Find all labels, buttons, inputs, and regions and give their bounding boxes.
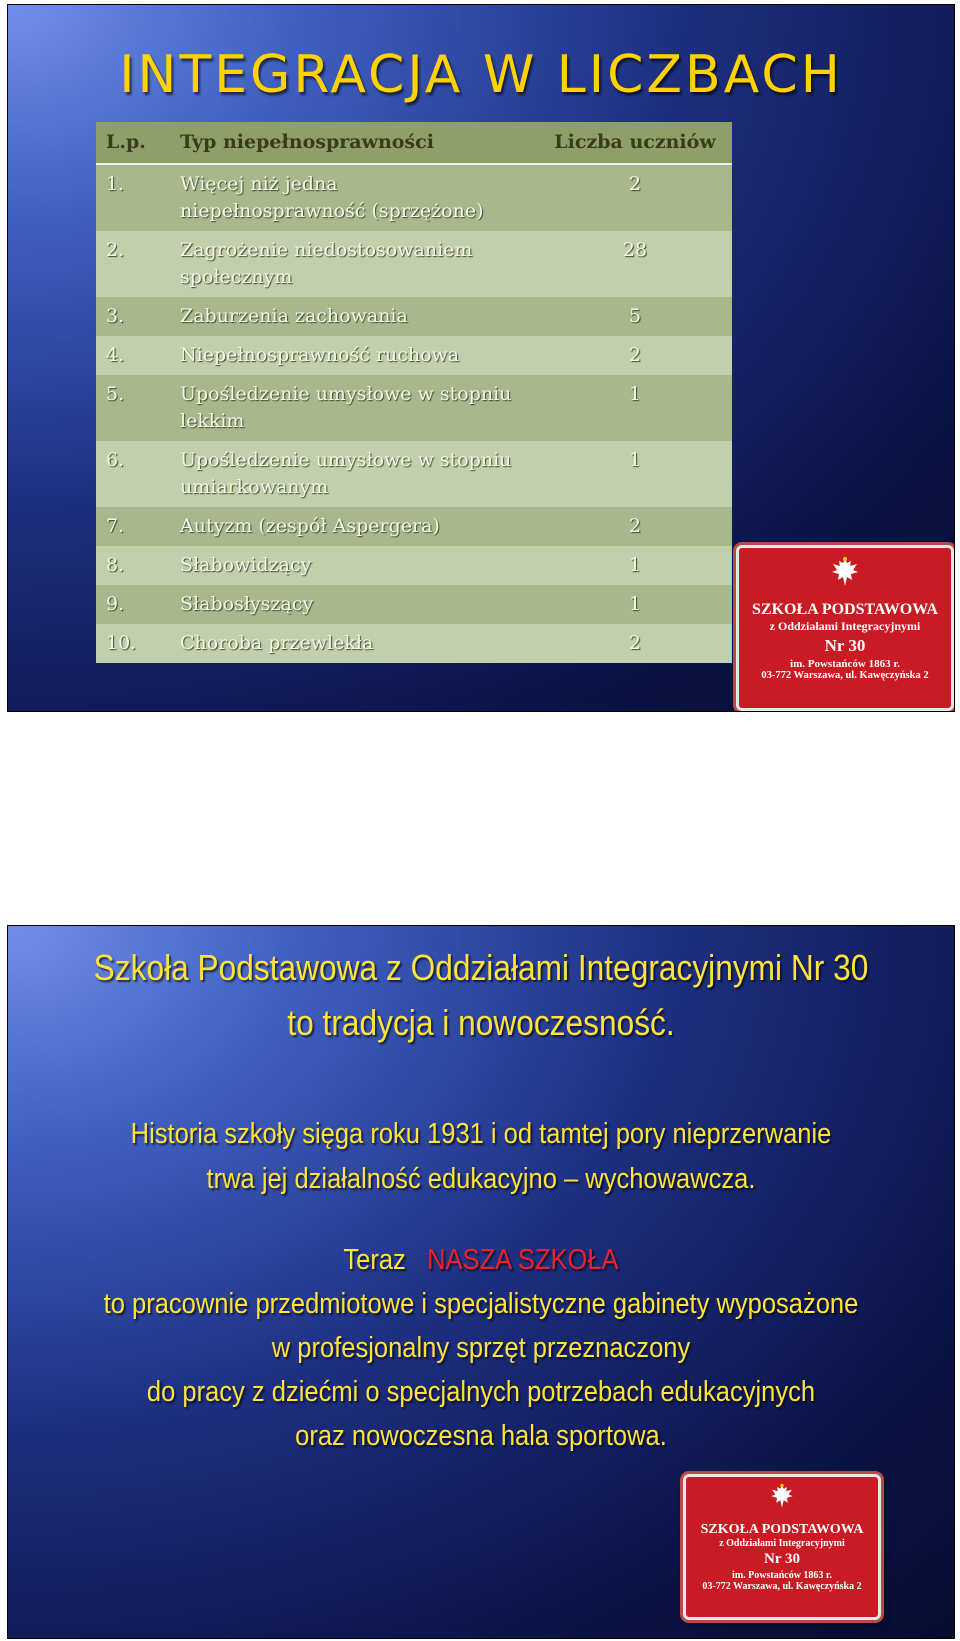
header-count: Liczba uczniów <box>536 122 732 164</box>
row-type: Upośledzenie umysłowe w stopniu umiarkowanym <box>170 441 536 507</box>
table-row <box>96 546 732 585</box>
now-paragraph <box>65 1238 897 1458</box>
table-row <box>96 336 732 375</box>
row-lp: 4. <box>96 336 170 375</box>
row-count: 2 <box>536 624 732 663</box>
sign-subtitle: z Oddziałami Integracyjnymi <box>719 1538 845 1549</box>
row-type: Słabosłyszący <box>170 585 536 624</box>
sign-address: 03-772 Warszawa, ul. Kawęczyńska 2 <box>702 1581 862 1592</box>
row-type: Choroba przewlekła <box>170 624 536 663</box>
row-type: Więcej niż jedna niepełnosprawność (sprzężone) <box>170 164 536 231</box>
sign-number: Nr 30 <box>824 636 866 655</box>
table-row <box>96 441 732 507</box>
row-count: 1 <box>536 441 732 507</box>
now-line: oraz nowoczesna hala sportowa. <box>295 1420 667 1452</box>
row-count: 1 <box>536 375 732 441</box>
disability-table <box>96 122 732 663</box>
school-sign <box>736 545 954 711</box>
eagle-emblem-icon <box>830 556 860 590</box>
sign-patron: im. Powstańców 1863 r. <box>732 1570 832 1581</box>
intro-line: to tradycja i nowoczesność. <box>287 1002 675 1043</box>
slide-school-description <box>7 925 955 1639</box>
row-count: 28 <box>536 231 732 297</box>
row-count: 1 <box>536 546 732 585</box>
now-line: do pracy z dziećmi o specjalnych potrzebach edukacyjnych <box>146 1376 816 1408</box>
table-row <box>96 297 732 336</box>
sign-school-name: SZKOŁA PODSTAWOWA <box>700 1522 864 1537</box>
history-paragraph <box>65 1112 897 1202</box>
row-lp: 8. <box>96 546 170 585</box>
row-count: 2 <box>536 336 732 375</box>
table-row <box>96 231 732 297</box>
now-line: to pracownie przedmiotowe i specjalistyczne gabinety wyposażone <box>103 1288 859 1320</box>
sign-patron: im. Powstańców 1863 r. <box>790 658 900 670</box>
row-type: Zagrożenie niedostosowaniem społecznym <box>170 231 536 297</box>
row-lp: 1. <box>96 164 170 231</box>
header-type: Typ niepełnosprawności <box>170 122 536 164</box>
school-sign <box>683 1474 881 1620</box>
eagle-emblem-icon <box>769 1483 795 1511</box>
sign-subtitle: z Oddziałami Integracyjnymi <box>769 619 921 633</box>
sign-number: Nr 30 <box>764 1551 800 1567</box>
table-row <box>96 375 732 441</box>
row-type: Zaburzenia zachowania <box>170 297 536 336</box>
sign-school-name: SZKOŁA PODSTAWOWA <box>752 601 938 618</box>
table-row <box>96 507 732 546</box>
row-count: 5 <box>536 297 732 336</box>
row-lp: 6. <box>96 441 170 507</box>
row-lp: 5. <box>96 375 170 441</box>
row-type: Słabowidzący <box>170 546 536 585</box>
header-lp: L.p. <box>96 122 170 164</box>
history-line: Historia szkoły sięga roku 1931 i od tamtej pory nieprzerwanie <box>130 1118 832 1150</box>
row-type: Autyzm (zespół Aspergera) <box>170 507 536 546</box>
row-type: Upośledzenie umysłowe w stopniu lekkim <box>170 375 536 441</box>
now-highlight: NASZA SZKOŁA <box>427 1244 619 1276</box>
intro-paragraph <box>65 940 897 1050</box>
intro-line: Szkoła Podstawowa z Oddziałami Integracyjnymi Nr 30 <box>93 947 869 988</box>
row-count: 2 <box>536 164 732 231</box>
sign-address: 03-772 Warszawa, ul. Kawęczyńska 2 <box>761 670 929 681</box>
now-prefix: Teraz <box>343 1244 406 1276</box>
slide-integration-stats <box>7 4 955 712</box>
table-row <box>96 585 732 624</box>
row-count: 2 <box>536 507 732 546</box>
row-lp: 2. <box>96 231 170 297</box>
row-lp: 10. <box>96 624 170 663</box>
table-row <box>96 164 732 231</box>
now-line: w profesjonalny sprzęt przeznaczony <box>271 1332 691 1364</box>
row-type: Niepełnosprawność ruchowa <box>170 336 536 375</box>
row-lp: 7. <box>96 507 170 546</box>
table-header-row <box>96 122 732 164</box>
row-count: 1 <box>536 585 732 624</box>
history-line: trwa jej działalność edukacyjno – wychowawcza. <box>206 1163 756 1195</box>
slide-title: INTEGRACJA W LICZBACH <box>119 45 843 105</box>
row-lp: 9. <box>96 585 170 624</box>
table-row <box>96 624 732 663</box>
now-line <box>65 1238 897 1282</box>
row-lp: 3. <box>96 297 170 336</box>
